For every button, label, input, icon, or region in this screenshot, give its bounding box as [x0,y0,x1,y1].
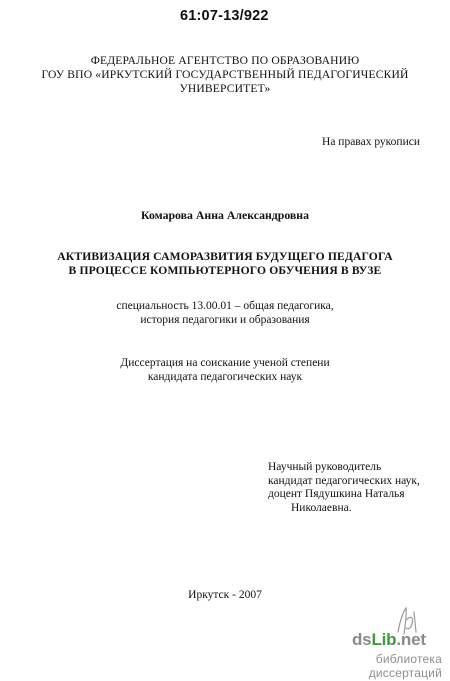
title-line: АКТИВИЗАЦИЯ САМОРАЗВИТИЯ БУДУЩЕГО ПЕДАГОГА [57,250,393,263]
manuscript-note: На правах рукописи [322,136,420,148]
supervisor-line: Николаевна. [291,501,352,514]
city-year: Иркутск - 2007 [188,589,262,601]
logo-lib: Lib [371,630,397,649]
supervisor-line: доцент Пядушкина Наталья [268,488,405,500]
logo-ds: ds [352,630,372,649]
title-line: В ПРОЦЕССЕ КОМПЬЮТЕРНОГО ОБУЧЕНИЯ В ВУЗЕ [68,264,382,277]
dissertation-title [0,250,450,278]
supervisor-block [268,461,440,515]
watermark-logo [352,630,442,650]
logo-net: .net [396,630,426,649]
agency-line: УНИВЕРСИТЕТ» [179,82,271,95]
author-name: Комарова Анна Александровна [141,208,309,222]
degree-block [0,357,450,384]
supervisor-line: Научный руководитель [268,461,382,473]
supervisor-line: кандидат педагогических наук, [268,474,420,487]
specialty-block [0,300,450,327]
degree-line: кандидата педагогических наук [147,370,303,383]
agency-line: ГОУ ВПО «ИРКУТСКИЙ ГОСУДАРСТВЕННЫЙ ПЕДАГОГИЧЕСКИЙ [41,68,409,81]
catalog-code: 61:07-13/922 [180,8,269,24]
specialty-line: специальность 13.00.01 – общая педагогика, [116,300,334,312]
degree-line: Диссертация на соискание ученой степени [120,357,330,369]
watermark-caption: библиотека диссертаций [368,652,442,680]
agency-line: ФЕДЕРАЛЬНОЕ АГЕНТСТВО ПО ОБРАЗОВАНИЮ [90,54,360,67]
agency-header [0,54,450,96]
specialty-line: история педагогики и образования [140,313,310,326]
